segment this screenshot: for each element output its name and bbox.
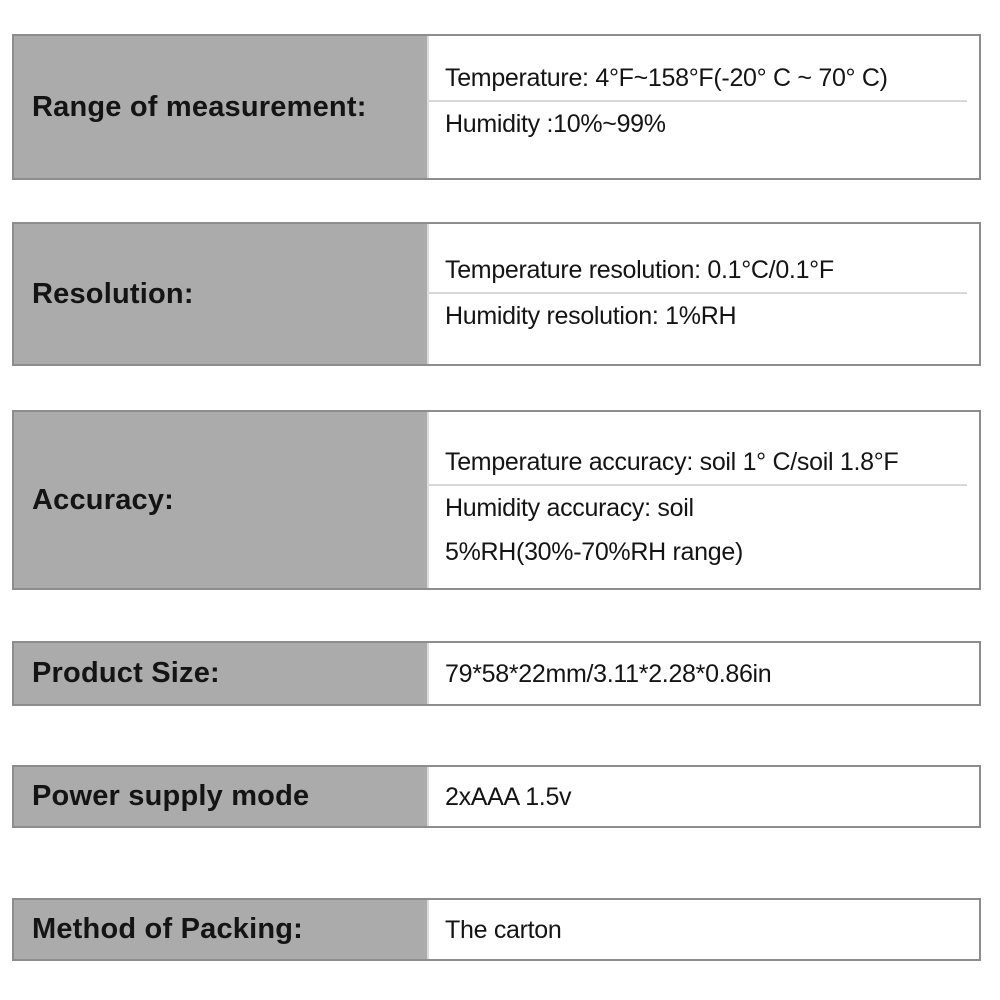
- resolution-label-cell: [14, 224, 429, 364]
- spec-row-range-of-measurement: [12, 34, 981, 180]
- temperature-accuracy-value: Temperature accuracy: soil 1° C/soil 1.8°F: [445, 448, 899, 476]
- spec-row-accuracy: [12, 410, 981, 590]
- product-size-label-cell: [14, 643, 429, 704]
- range-of-measurement-label-cell: [14, 36, 429, 178]
- power-supply-mode-value: 2xAAA 1.5v: [445, 782, 572, 811]
- resolution-values: [429, 224, 979, 364]
- spec-row-product-size: [12, 641, 981, 706]
- spec-row-power-supply-mode: [12, 765, 981, 828]
- range-of-measurement-label: Range of measurement:: [32, 90, 367, 123]
- spec-row-method-of-packing: [12, 898, 981, 961]
- accuracy-label-cell: [14, 412, 429, 588]
- power-supply-mode-values: [429, 767, 979, 826]
- humidity-resolution-value: Humidity resolution: 1%RH: [445, 302, 737, 330]
- range-of-measurement-values: [429, 36, 979, 178]
- humidity-range-value: Humidity :10%~99%: [445, 110, 666, 138]
- temperature-resolution-value: Temperature resolution: 0.1°C/0.1°F: [445, 256, 834, 284]
- resolution-label: Resolution:: [32, 277, 194, 310]
- temperature-range-value: Temperature: 4°F~158°F(-20° C ~ 70° C): [445, 64, 888, 92]
- method-of-packing-values: [429, 900, 979, 959]
- product-size-values: [429, 643, 979, 704]
- accuracy-label: Accuracy:: [32, 483, 175, 516]
- humidity-accuracy-value-line1: Humidity accuracy: soil: [445, 494, 694, 522]
- spec-row-resolution: [12, 222, 981, 366]
- power-supply-mode-label-cell: [14, 767, 429, 826]
- method-of-packing-label-cell: [14, 900, 429, 959]
- product-size-label: Product Size:: [32, 657, 220, 689]
- humidity-accuracy-value-line2: 5%RH(30%-70%RH range): [445, 538, 743, 566]
- method-of-packing-label: Method of Packing:: [32, 913, 304, 945]
- power-supply-mode-label: Power supply mode: [32, 780, 310, 812]
- method-of-packing-value: The carton: [445, 915, 562, 944]
- product-size-value: 79*58*22mm/3.11*2.28*0.86in: [445, 659, 772, 688]
- accuracy-values: [429, 412, 979, 588]
